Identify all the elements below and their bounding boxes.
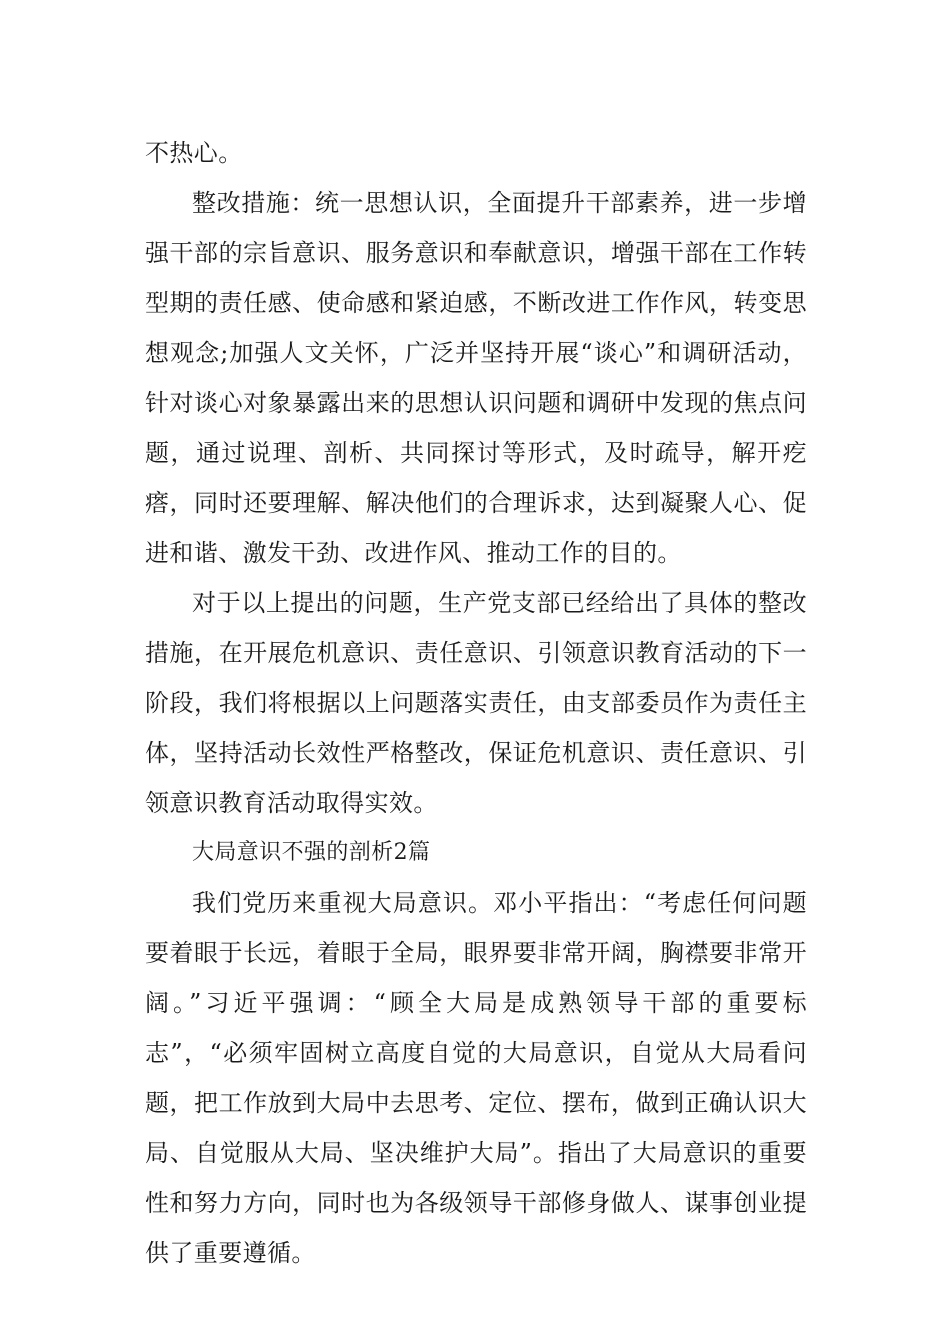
paragraph-continuation: 不热心。 [145, 139, 243, 167]
section-heading: 大局意识不强的剖析2篇 [192, 840, 431, 865]
paragraph-summary: 对于以上提出的问题，生产党支部已经给出了具体的整改措施，在开展危机意识、责任意识、引领意识教育活动的下一阶段，我们将根据以上问题落实责任，由支部委员作为责任主体，坚持活动长效性严格整改，保证危机意识、责任意识、引领意识教育活动取得实效。 [145, 589, 807, 817]
document-body [145, 128, 807, 1278]
paragraph-rectification-measures: 整改措施：统一思想认识，全面提升干部素养，进一步增强干部的宗旨意识、服务意识和奉献意识，增强干部在工作转型期的责任感、使命感和紧迫感，不断改进工作作风，转变思想观念;加强人文关怀，广泛并坚持开展“谈心”和调研活动，针对谈心对象暴露出来的思想认识问题和调研中发现的焦点问题，通过说理、剖析、共同探讨等形式，及时疏导，解开疙瘩，同时还要理解、解决他们的合理诉求，达到凝聚人心、促进和谐、激发干劲、改进作风、推动工作的目的。 [145, 189, 807, 567]
paragraph-overall-awareness: 我们党历来重视大局意识。邓小平指出：“考虑任何问题要着眼于长远，着眼于全局，眼界要非常开阔，胸襟要非常开阔。”习近平强调：“顾全大局是成熟领导干部的重要标志”，“必须牢固树立高度自觉的大局意识，自觉从大局看问题，把工作放到大局中去思考、定位、摆布，做到正确认识大局、自觉服从大局、坚决维护大局”。指出了大局意识的重要性和努力方向，同时也为各级领导干部修身做人、谋事创业提供了重要遵循。 [145, 889, 807, 1267]
